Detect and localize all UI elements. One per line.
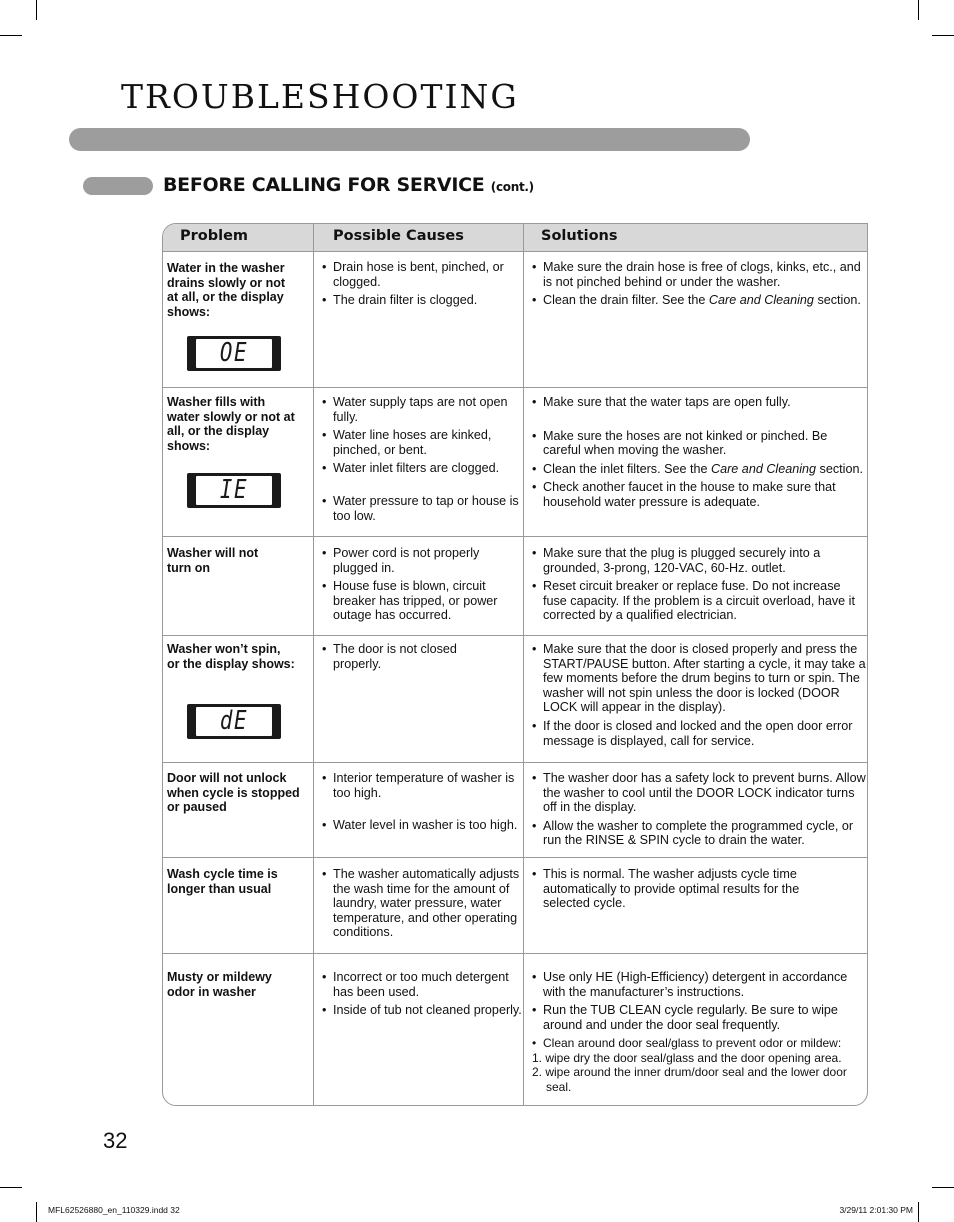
solutions: • Make sure that the water taps are open fully. • Make sure the hoses are not kinked or pinched. Be careful when moving the washer. • Clean the inlet filters. See the Care and Cleaning section. • Check another faucet in the house to make sure that household water pressure is adequate. (532, 395, 863, 509)
solution-item: Run the TUB CLEAN cycle regularly. Be sure to wipe around and under the door seal frequently. (543, 1003, 838, 1032)
cause-item: Water level in washer is too high. (333, 818, 518, 833)
solution-item: Use only HE (High-Efficiency) detergent in accordance with the manufacturer’s instructions. (543, 970, 848, 999)
header-solutions: Solutions (541, 228, 618, 244)
display-panel (187, 336, 281, 371)
possible-causes: • Power cord is not properly plugged in. • House fuse is blown, circuit breaker has tripped, or power outage has occurred. (322, 546, 498, 623)
cause-item: Power cord is not properly plugged in. (333, 546, 480, 575)
troubleshooting-table (162, 223, 868, 1106)
solution-item: The washer door has a safety lock to prevent burns. Allow the washer to cool until the DOOR LOCK indicator turns off in the display. (543, 771, 866, 815)
solutions: • Use only HE (High-Efficiency) detergent in accordance with the manufacturer’s instructions. • Run the TUB CLEAN cycle regularly. Be sure to wipe around and under the door seal frequently. • Clean around door seal/glass to prevent odor or mildew: 1. wipe dry the door seal/glass and the door opening area. 2. wipe around the inner drum/door seal and the lower door seal. (532, 970, 848, 1094)
solution-item: Allow the washer to complete the programmed cycle, or run the RINSE & SPIN cycle to drain the water. (543, 818, 854, 848)
solution-subitem: 1. wipe dry the door seal/glass and the door opening area. (532, 1050, 842, 1065)
table-header (163, 224, 867, 252)
problem-text: Washer will not turn on (167, 546, 259, 575)
cause-item: Water inlet filters are clogged. (333, 461, 500, 476)
solution-subitem: 2. wipe around the inner drum/door seal and the lower door seal. (532, 1065, 847, 1094)
header-problem: Problem (180, 228, 249, 244)
cause-item: Interior temperature of washer is too high. (333, 771, 515, 800)
header-possible-causes: Possible Causes (333, 228, 464, 244)
solution-item: This is normal. The washer adjusts cycle time automatically to provide optimal results for the selected cycle. (543, 867, 800, 911)
possible-causes: • The washer automatically adjusts the wash time for the amount of laundry, water pressure, water temperature, and other operating conditions. (322, 867, 520, 940)
crop-mark (36, 1202, 37, 1222)
solution-item: Make sure that the plug is plugged securely into a grounded, 3-prong, 120-VAC, 60-Hz. outlet. (543, 546, 821, 575)
crop-mark (918, 0, 919, 20)
solutions: • Make sure the drain hose is free of clogs, kinks, etc., and is not pinched behind or under the washer. • Clean the drain filter. See the Care and Cleaning section. (532, 260, 861, 308)
display-panel (187, 704, 281, 739)
cause-item: Water supply taps are not open fully. (333, 395, 508, 424)
cause-item: The drain filter is clogged. (333, 293, 478, 308)
display-code: dE (219, 706, 249, 736)
solution-item: Check another faucet in the house to make sure that household water pressure is adequate. (543, 480, 836, 509)
crop-mark (0, 35, 22, 36)
cause-item: Drain hose is bent, pinched, or clogged. (333, 260, 504, 289)
page-number: 32 (103, 1128, 128, 1153)
solution-item: Reset circuit breaker or replace fuse. Do not increase fuse capacity. If the problem is a circuit overload, have it corrected by a qualified electrician. (543, 579, 855, 623)
section-pill (83, 177, 153, 195)
solutions: • The washer door has a safety lock to prevent burns. Allow the washer to cool until the DOOR LOCK indicator turns off in the display. • Allow the washer to complete the programmed cycle, or run the RINSE & SPIN cycle to drain the water. (532, 771, 866, 848)
solution-item: Make sure that the water taps are open fully. (543, 395, 791, 409)
solutions: • Make sure that the door is closed properly and press the START/PAUSE button. After starting a cycle, it may take a few moments before the drum begins to turn or spin. The washer will not spin unless the door is locked (DOOR LOCK will appear in the display). • If the door is closed and locked and the open door error message is displayed, call for service. (532, 642, 866, 748)
solution-item: If the door is closed and locked and the open door error message is displayed, call for service. (543, 718, 853, 748)
problem-text: Door will not unlock when cycle is stopped or paused (167, 771, 300, 815)
title-bar (69, 128, 750, 151)
section-heading (163, 174, 534, 196)
section-heading-suffix: (cont.) (490, 180, 534, 194)
solutions: • Make sure that the plug is plugged securely into a grounded, 3-prong, 120-VAC, 60-Hz. outlet. • Reset circuit breaker or replace fuse. Do not increase fuse capacity. If the problem is a circuit overload, have it corrected by a qualified electrician. (532, 546, 855, 623)
footer-timestamp: 3/29/11 2:01:30 PM (839, 1205, 913, 1215)
display-panel (187, 473, 281, 508)
table-row (163, 636, 867, 763)
table-row (163, 388, 867, 537)
footer-file-info: MFL62526880_en_110329.indd 32 (48, 1205, 180, 1215)
cause-item: The door is not closed properly. (333, 642, 457, 671)
crop-mark (932, 1187, 954, 1188)
solution-item: Make sure the drain hose is free of clogs, kinks, etc., and is not pinched behind or under the washer. (543, 260, 861, 289)
problem-text: Musty or mildewy odor in washer (167, 970, 272, 999)
crop-mark (36, 0, 37, 20)
crop-mark (0, 1187, 22, 1188)
crop-mark (918, 1202, 919, 1222)
solution-item: Clean the drain filter. See the Care and Cleaning section. (543, 293, 861, 308)
section-heading-text: BEFORE CALLING FOR SERVICE (163, 174, 485, 196)
cause-item: Water line hoses are kinked, pinched, or bent. (333, 428, 492, 457)
table-row (163, 763, 867, 858)
problem-text: Water in the washer drains slowly or not at all, or the display shows: (167, 261, 286, 319)
solution-item: Clean around door seal/glass to prevent odor or mildew: (543, 1036, 842, 1051)
cause-item: Inside of tub not cleaned properly. (333, 1003, 522, 1018)
page-title: TROUBLESHOOTING (121, 77, 519, 116)
problem-text: Wash cycle time is longer than usual (167, 867, 278, 896)
table-row (163, 537, 867, 636)
solution-item: Clean the inlet filters. See the Care and Cleaning section. (543, 461, 863, 476)
table-row (163, 251, 867, 388)
solution-item: Make sure the hoses are not kinked or pinched. Be careful when moving the washer. (543, 428, 828, 458)
cause-item: Water pressure to tap or house is too low. (333, 493, 519, 523)
possible-causes: • Drain hose is bent, pinched, or clogged. • The drain filter is clogged. (322, 260, 504, 308)
possible-causes: • Water supply taps are not open fully. • Water line hoses are kinked, pinched, or bent. • Water inlet filters are clogged. • Water pressure to tap or house is too low. (322, 395, 519, 523)
solutions: • This is normal. The washer adjusts cycle time automatically to provide optimal results for the selected cycle. (532, 867, 800, 911)
table-row (163, 954, 867, 1106)
possible-causes: • The door is not closed properly. (322, 642, 457, 671)
solution-item: Make sure that the door is closed properly and press the START/PAUSE button. After starting a cycle, it may take a few moments before the drum begins to turn or spin. The washer will not spin unless the door is locked (DOOR LOCK will appear in the display). (543, 642, 866, 715)
display-code: OE (219, 338, 249, 368)
cause-item: Incorrect or too much detergent has been used. (333, 970, 509, 999)
cause-item: House fuse is blown, circuit breaker has tripped, or power outage has occurred. (333, 579, 498, 623)
table-row (163, 858, 867, 954)
possible-causes: • Interior temperature of washer is too high. • Water level in washer is too high. (322, 771, 518, 833)
crop-mark (932, 35, 954, 36)
possible-causes: • Incorrect or too much detergent has been used. • Inside of tub not cleaned properly. (322, 970, 522, 1018)
problem-text: Washer won’t spin, or the display shows: (167, 642, 295, 671)
problem-text: Washer fills with water slowly or not at all, or the display shows: (167, 395, 295, 453)
cause-item: The washer automatically adjusts the wash time for the amount of laundry, water pressure, water temperature, and other operating conditions. (333, 867, 520, 940)
display-code: IE (219, 475, 249, 505)
